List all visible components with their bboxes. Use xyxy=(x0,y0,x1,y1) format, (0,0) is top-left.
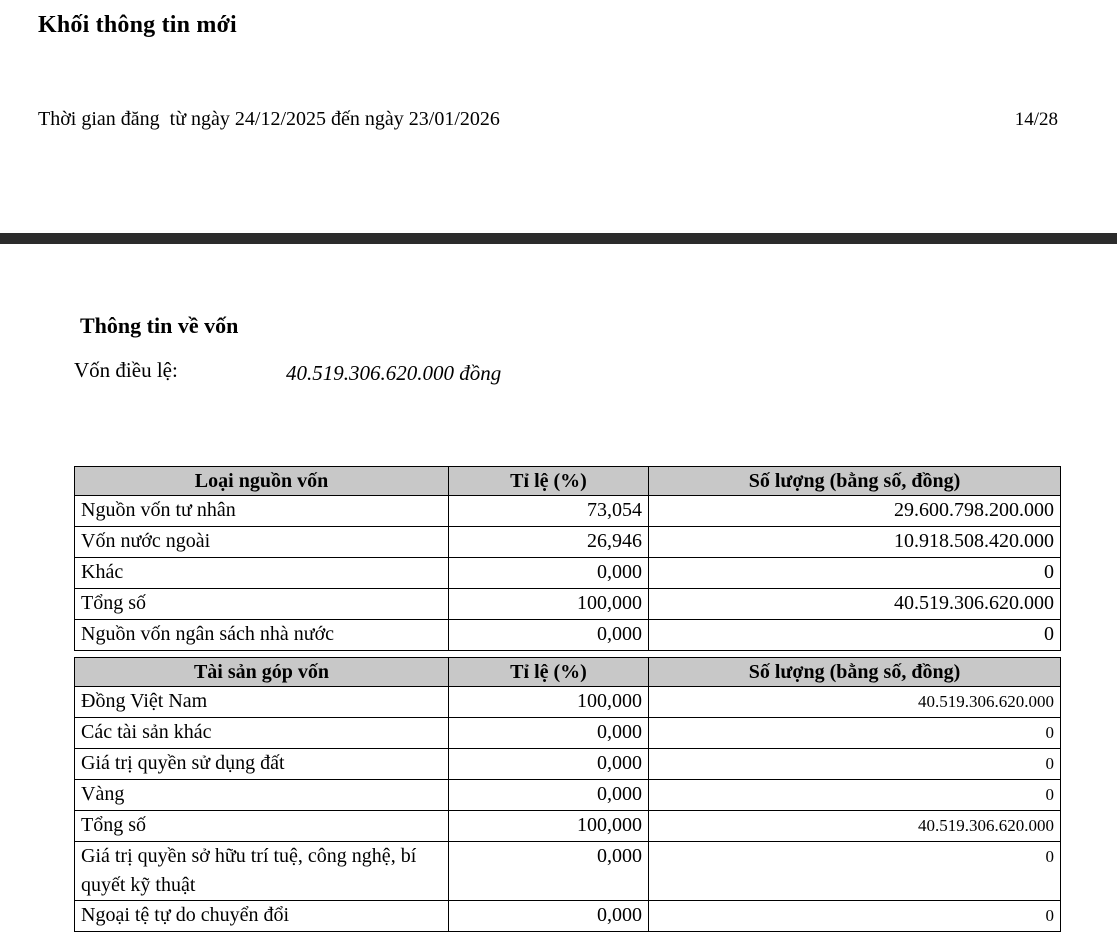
cell-source-type: Nguồn vốn ngân sách nhà nước xyxy=(75,620,449,651)
table-row xyxy=(75,811,1061,842)
cell-rate: 0,000 xyxy=(449,620,649,651)
cell-rate: 100,000 xyxy=(449,811,649,842)
cell-amount: 0 xyxy=(649,718,1061,749)
cell-amount: 0 xyxy=(649,620,1061,651)
column-header-source-type: Loại nguồn vốn xyxy=(75,467,449,496)
cell-rate: 26,946 xyxy=(449,527,649,558)
table-contributed-assets xyxy=(74,657,1061,932)
table-row xyxy=(75,687,1061,718)
cell-rate: 100,000 xyxy=(449,589,649,620)
table-row xyxy=(75,496,1061,527)
page-number: 14/28 xyxy=(1014,109,1058,130)
page-title: Khối thông tin mới xyxy=(38,12,237,38)
cell-rate: 0,000 xyxy=(449,842,649,901)
cell-rate: 100,000 xyxy=(449,687,649,718)
cell-asset-type: Vàng xyxy=(75,780,449,811)
table-header-row xyxy=(75,467,1061,496)
cell-rate: 73,054 xyxy=(449,496,649,527)
column-header-rate: Tỉ lệ (%) xyxy=(449,467,649,496)
cell-rate: 0,000 xyxy=(449,901,649,932)
table-row xyxy=(75,842,1061,901)
column-header-amount: Số lượng (bằng số, đồng) xyxy=(649,658,1061,687)
table-row xyxy=(75,620,1061,651)
period-row xyxy=(38,108,1078,131)
cell-asset-type: Các tài sản khác xyxy=(75,718,449,749)
cell-amount: 0 xyxy=(649,780,1061,811)
table-header-row xyxy=(75,658,1061,687)
cell-amount: 40.519.306.620.000 xyxy=(649,687,1061,718)
cell-source-type: Vốn nước ngoài xyxy=(75,527,449,558)
section-heading-capital-info: Thông tin về vốn xyxy=(80,313,239,338)
cell-rate: 0,000 xyxy=(449,558,649,589)
column-header-asset-type: Tài sản góp vốn xyxy=(75,658,449,687)
cell-amount: 10.918.508.420.000 xyxy=(649,527,1061,558)
cell-rate: 0,000 xyxy=(449,780,649,811)
column-header-rate: Tỉ lệ (%) xyxy=(449,658,649,687)
cell-asset-type: Đồng Việt Nam xyxy=(75,687,449,718)
cell-amount: 40.519.306.620.000 xyxy=(649,811,1061,842)
cell-source-type: Tổng số xyxy=(75,589,449,620)
cell-source-type: Nguồn vốn tư nhân xyxy=(75,496,449,527)
cell-amount: 0 xyxy=(649,558,1061,589)
cell-asset-type: Giá trị quyền sở hữu trí tuệ, công nghệ, bí quyết kỹ thuật xyxy=(75,842,449,901)
table-row xyxy=(75,589,1061,620)
table-row xyxy=(75,558,1061,589)
table-row xyxy=(75,749,1061,780)
cell-amount: 29.600.798.200.000 xyxy=(649,496,1061,527)
cell-amount: 0 xyxy=(649,749,1061,780)
cell-amount: 0 xyxy=(649,842,1061,901)
charter-capital-row xyxy=(74,358,594,388)
table-row xyxy=(75,780,1061,811)
charter-capital-label: Vốn điều lệ: xyxy=(74,358,178,382)
cell-rate: 0,000 xyxy=(449,718,649,749)
table-row xyxy=(75,527,1061,558)
cell-rate: 0,000 xyxy=(449,749,649,780)
cell-source-type: Khác xyxy=(75,558,449,589)
cell-amount: 0 xyxy=(649,901,1061,932)
column-header-amount: Số lượng (bằng số, đồng) xyxy=(649,467,1061,496)
charter-capital-value: 40.519.306.620.000 đồng xyxy=(286,361,502,385)
period-text: Thời gian đăng từ ngày 24/12/2025 đến ngày 23/01/2026 xyxy=(38,108,500,130)
table-row xyxy=(75,718,1061,749)
section-divider-bar xyxy=(0,233,1117,244)
cell-asset-type: Giá trị quyền sử dụng đất xyxy=(75,749,449,780)
cell-asset-type: Tổng số xyxy=(75,811,449,842)
cell-asset-type: Ngoại tệ tự do chuyển đổi xyxy=(75,901,449,932)
table-row xyxy=(75,901,1061,932)
table-capital-source xyxy=(74,466,1061,651)
cell-amount: 40.519.306.620.000 xyxy=(649,589,1061,620)
